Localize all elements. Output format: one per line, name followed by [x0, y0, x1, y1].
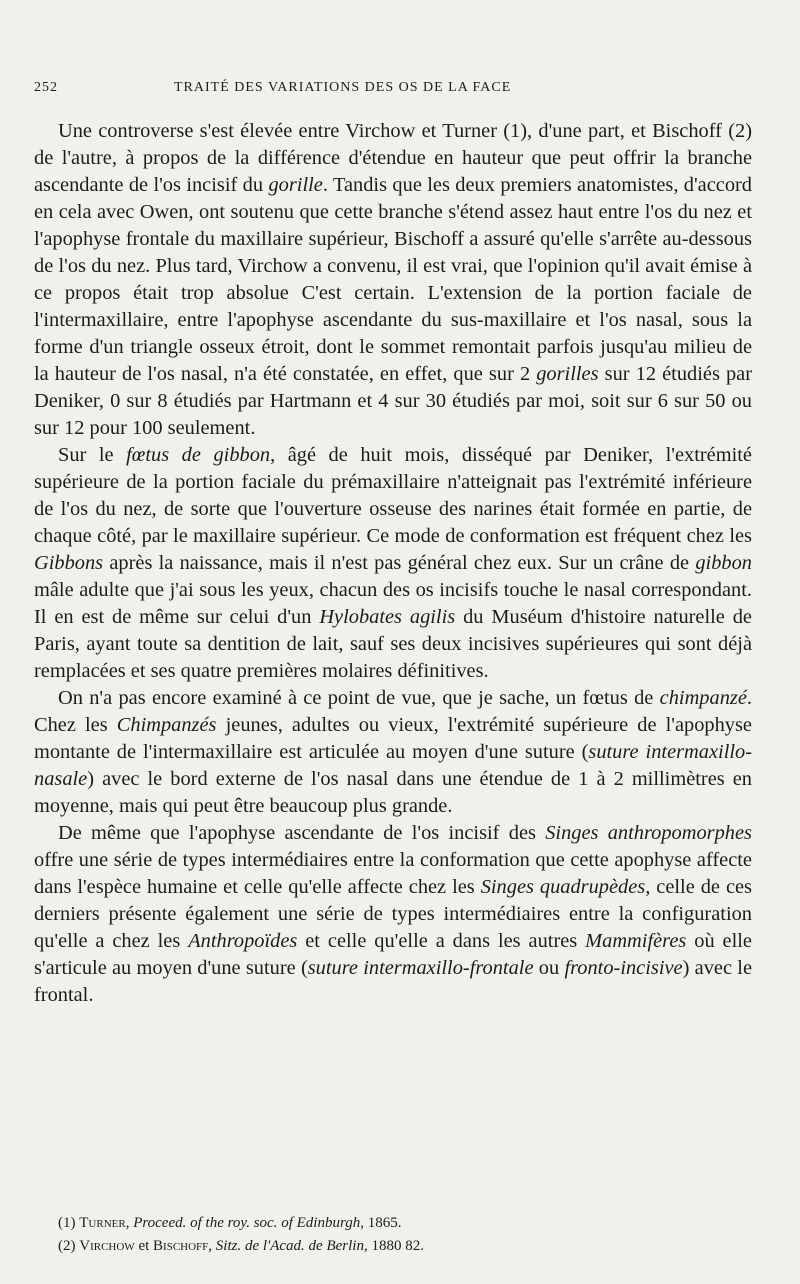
paragraph — [34, 685, 752, 820]
italic-text: Singes anthropomorphes — [545, 822, 752, 844]
footnotes — [34, 1212, 752, 1258]
paragraph — [34, 118, 752, 442]
text-run: sur 12 étudiés par Deniker, 0 sur 8 étudiés par Hartmann et 4 sur 30 étudiés par moi, soit sur 6 sur 50 ou sur 12 pour 100 seulement. — [34, 363, 753, 439]
text-run: , — [208, 1238, 216, 1254]
italic-text: Sitz. de l'Acad. de Berlin — [215, 1238, 364, 1254]
text-run: , 1865. — [360, 1215, 402, 1231]
text-run: , — [125, 1215, 134, 1231]
text-run: Sur le — [58, 444, 127, 466]
italic-text: gorille — [268, 174, 323, 196]
footnote — [34, 1235, 752, 1258]
paragraph — [34, 442, 752, 685]
italic-text: chimpanzé — [659, 687, 747, 709]
text-run: (1) — [58, 1215, 80, 1231]
text-run: (2) — [58, 1238, 80, 1254]
text-run: et celle qu'elle a dans les autres — [297, 930, 586, 952]
italic-text: fronto-incisive — [564, 957, 683, 979]
italic-text: Hylobates agilis — [319, 606, 456, 628]
italic-text: Singes quadrupèdes — [480, 876, 646, 898]
author-name: Bischoff — [153, 1238, 209, 1254]
text-run: mâle adulte que j'ai sous les yeux, chacun des os incisifs touche le nasal correspondant. Il en est de même sur celui d'un — [34, 579, 752, 628]
italic-text: suture intermaxillo-nasale — [34, 741, 753, 790]
text-run: , âgé de huit mois, disséqué par Deniker, l'extrémité supérieure de la portion faciale du prémaxillaire n'atteignait pas l'extrémité inférieure de l'os du nez, de sorte que l'ouverture osseuse des narines était formée en partie, de chaque côté, par le maxillaire supérieur. Ce mode de conformation est fréquent chez les — [34, 444, 752, 547]
text-run: ) avec le bord externe de l'os nasal dans une étendue de 1 à 2 millimètres en moyenne, mais qui peut être beaucoup plus grande. — [34, 768, 752, 817]
text-run: ou — [533, 957, 565, 979]
italic-text: Proceed. of the roy. soc. of Edinburgh — [133, 1215, 361, 1231]
author-name: Virchow — [79, 1238, 135, 1254]
footnote — [34, 1212, 752, 1235]
text-run: . Chez les — [34, 687, 752, 736]
text-run: ) avec le frontal. — [34, 957, 752, 1006]
paragraph — [34, 820, 752, 1009]
text-run: après la naissance, mais il n'est pas général chez eux. Sur un crâne de — [103, 552, 696, 574]
author-name: Turner — [79, 1215, 126, 1231]
italic-text: gorilles — [536, 363, 599, 385]
italic-text: Chimpanzés — [116, 714, 217, 736]
italic-text: Gibbons — [34, 552, 104, 574]
italic-text: Anthropoïdes — [188, 930, 298, 952]
text-run: où elle s'articule au moyen d'une suture ( — [34, 930, 752, 979]
text-run: . Tandis que les deux premiers anatomistes, d'accord en cela avec Owen, ont soutenu que cette branche s'étend assez haut entre l'os du nez et l'apophyse frontale du maxillaire supérieur, Bischoff a assuré qu'elle s'arrête au-dessous de l'os du nez. Plus tard, Virchow a convenu, il est vrai, que l'opinion qu'il avait émise à ce propos était trop absolue C'est certain. L'extension de la portion faciale de l'intermaxillaire, entre l'apophyse ascendante du sus-maxillaire et l'os nasal, sous la forme d'un triangle osseux étroit, dont le sommet remontait parfois jusqu'au milieu de la hauteur de l'os nasal, n'a été constatée, en effet, que sur 2 — [34, 174, 753, 385]
italic-text: Mammifères — [585, 930, 687, 952]
text-run: On n'a pas encore examiné à ce point de vue, que je sache, un fœtus de — [58, 687, 660, 709]
text-run: et — [134, 1238, 154, 1254]
italic-text: gibbon — [695, 552, 752, 574]
italic-text: suture intermaxillo-frontale — [307, 957, 534, 979]
running-title: TRAITÉ DES VARIATIONS DES OS DE LA FACE — [174, 80, 512, 95]
page-number: 252 — [34, 80, 58, 95]
text-run: offre une série de types intermédiaires entre la conformation que cette apophyse affecte dans l'espèce humaine et celle qu'elle affecte chez les — [34, 849, 752, 898]
text-run: , 1880 82. — [363, 1238, 424, 1254]
text-run: De même que l'apophyse ascendante de l'os incisif des — [58, 822, 546, 844]
body-text — [34, 118, 752, 1009]
text-run: jeunes, adultes ou vieux, l'extrémité supérieure de l'apophyse montante de l'intermaxillaire est articulée au moyen d'une suture ( — [34, 714, 752, 763]
text-run: , celle de ces derniers présente également une série de types intermédiaires entre la configuration qu'elle a chez les — [34, 876, 752, 952]
italic-text: fœtus de gibbon — [126, 444, 271, 466]
text-run: du Muséum d'histoire naturelle de Paris, ayant toute sa dentition de lait, sauf ses deux incisives supérieures qui sont déjà remplacées et ses quatre premières molaires définitives. — [34, 606, 752, 682]
text-run: Une controverse s'est élevée entre Virchow et Turner (1), d'une part, et Bischoff (2) de l'autre, à propos de la différence d'étendue en hauteur que peut offrir la branche ascendante de l'os incisif du — [34, 120, 752, 196]
